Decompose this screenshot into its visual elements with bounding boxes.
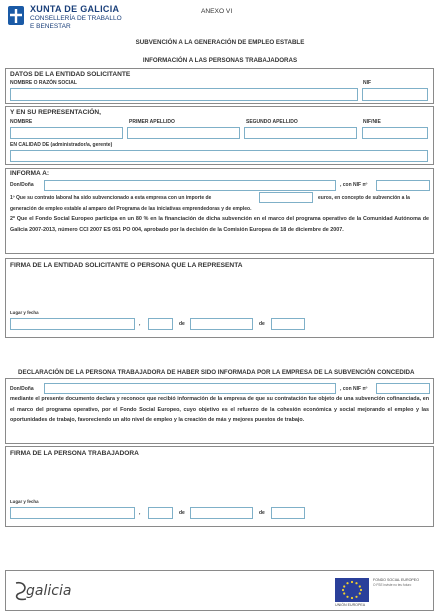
inform-heading: INFORMA A: [10, 170, 50, 177]
doc-title: SUBVENCIÓN A LA GENERACIÓN DE EMPLEO ESTABLE [135, 39, 305, 46]
xunta-logo [6, 4, 136, 34]
decl-don-label: Don/Doña [10, 386, 34, 392]
eu-fse-logo [335, 576, 431, 610]
logo-line-3: E BENESTAR [30, 23, 71, 30]
inform-don-label: Don/Doña [10, 182, 34, 188]
inform-p1-part-c: generación de empleo estable al amparo del Programa de las iniciativas emprendedoras y de empleo. [10, 206, 252, 212]
inform-p2: 2º Que el Fondo Social Europeo participa en un 80 % en la financiación de dicha subvención en el marco del programa operativo de la Comunidad Autónoma de Galicia 2007-2013, número CCI 2007 ES 051 PO 004, aprobado por la decisión de la Comisión Europea de 18 de diciembre de 2007. [10, 216, 429, 233]
sig2-de-2: de [259, 510, 265, 516]
sig1-place-field[interactable] [10, 318, 135, 330]
company-name-field[interactable] [10, 88, 358, 101]
sig2-place-date-label: Lugar y fecha [10, 499, 39, 504]
company-nif-label: NIF [363, 80, 372, 86]
fse-line-2: O FSE inviste no teu futuro [373, 583, 412, 587]
rep-nifnie-label: NIF/NIE [363, 119, 381, 125]
inform-p1-part-a: 1º Que su contrato laboral ha sido subvencionado a esta empresa con un importe de [10, 195, 212, 201]
rep-name-field[interactable] [10, 127, 123, 139]
rep-second-surname-field[interactable] [244, 127, 357, 139]
sig1-de-1: de [179, 321, 185, 327]
sig2-comma: , [139, 510, 141, 516]
galicia-wordmark: galicia [26, 583, 72, 599]
galicia-logo [12, 578, 82, 604]
doc-subtitle: INFORMACIÓN A LAS PERSONAS TRABAJADORAS [142, 57, 298, 64]
inform-worker-nif-field[interactable] [376, 180, 430, 191]
decl-worker-nif-field[interactable] [376, 383, 430, 394]
inform-nif-label: , con NIF nº [340, 182, 368, 188]
fse-line-1: FONDO SOCIAL EUROPEO [373, 578, 419, 582]
sig1-month-field[interactable] [190, 318, 253, 330]
sig1-place-date-label: Lugar y fecha [10, 310, 39, 315]
signature-worker-heading: FIRMA DE LA PERSONA TRABAJADORA [10, 450, 139, 457]
sig2-month-field[interactable] [190, 507, 253, 519]
eu-flag-icon [335, 578, 369, 602]
decl-nif-label: , con NIF nº [340, 386, 368, 392]
signature-applicant-heading: FIRMA DE LA ENTIDAD SOLICITANTE O PERSONA QUE LA REPRESENTA [10, 262, 243, 269]
sig2-day-field[interactable] [148, 507, 173, 519]
sig2-place-field[interactable] [10, 507, 135, 519]
sig2-de-1: de [179, 510, 185, 516]
rep-nifnie-field[interactable] [362, 127, 428, 139]
logo-line-1: XUNTA DE GALICIA [30, 4, 120, 14]
decl-text: mediante el presente documento declara y reconoce que recibió información de la empresa de que su contratación fue objeto de una subvención cofinanciada, en el marco del programa operativo, por el Fondo Social Europeo, cuyo objetivo es el refuerzo de la cohesión económica y social mejorando el empleo y las oportunidades de trabajo, favoreciendo un alto nivel de empleo y la creación de más y mejores puestos de trabajo. [10, 396, 429, 423]
applicant-data-heading: DATOS DE LA ENTIDAD SOLICITANTE [10, 71, 131, 78]
rep-name-label: NOMBRE [10, 119, 33, 125]
decl-worker-name-field[interactable] [44, 383, 336, 394]
rep-capacity-field[interactable] [10, 150, 428, 162]
inform-p1-part-b: euros, en concepto de subvención a la [318, 195, 410, 201]
sig2-year-field[interactable] [271, 507, 305, 519]
eu-label: UNIÓN EUROPEA [335, 603, 366, 607]
inform-worker-name-field[interactable] [44, 180, 336, 191]
sig1-day-field[interactable] [148, 318, 173, 330]
sig1-year-field[interactable] [271, 318, 305, 330]
rep-first-surname-field[interactable] [127, 127, 240, 139]
annex-label: ANEXO VI [201, 8, 233, 15]
declaration-title: DECLARACIÓN DE LA PERSONA TRABAJADORA DE HABER SIDO INFORMADA POR LA EMPRESA DE LA SUBVENCIÓN CONCEDIDA [18, 369, 415, 376]
rep-second-surname-label: SEGUNDO APELLIDO [246, 119, 298, 125]
representative-heading: Y EN SU REPRESENTACIÓN, [10, 109, 101, 116]
logo-line-2: CONSELLERÍA DE TRABALLO [30, 15, 122, 22]
company-name-label: NOMBRE O RAZÓN SOCIAL [10, 80, 77, 86]
rep-capacity-label: EN CALIDAD DE (administrador/a, gerente) [10, 142, 113, 148]
sig1-de-2: de [259, 321, 265, 327]
xunta-shield-icon [6, 5, 26, 27]
company-nif-field[interactable] [362, 88, 428, 101]
rep-first-surname-label: PRIMER APELLIDO [129, 119, 175, 125]
inform-amount-field[interactable] [259, 192, 313, 203]
sig1-comma: , [139, 321, 141, 327]
